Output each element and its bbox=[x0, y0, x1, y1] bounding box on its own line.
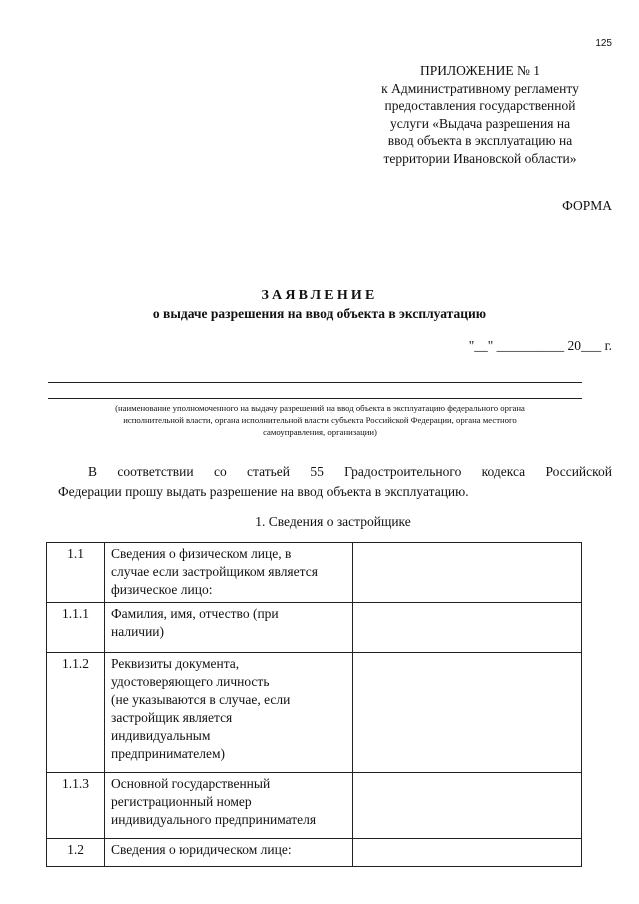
label-line: регистрационный номер bbox=[111, 794, 252, 809]
label-line: Сведения о физическом лице, в bbox=[111, 546, 292, 561]
authority-name-line-2[interactable] bbox=[48, 398, 582, 399]
label-line: Основной государственный bbox=[111, 776, 271, 791]
label-line: Реквизиты документа, bbox=[111, 656, 240, 671]
appendix-line: предоставления государственной bbox=[384, 98, 576, 113]
row-number: 1.1.1 bbox=[47, 603, 105, 653]
intro-word: кодекса bbox=[481, 464, 526, 479]
row-label bbox=[105, 653, 353, 773]
intro-word: В bbox=[88, 464, 98, 479]
caption-line: исполнительной власти, органа исполнительной власти субъекта Российской Федерации, органа местного bbox=[123, 415, 517, 425]
document-subtitle: о выдаче разрешения на ввод объекта в эксплуатацию bbox=[152, 306, 487, 321]
document-title: ЗАЯВЛЕНИЕ bbox=[261, 288, 378, 303]
developer-info-table bbox=[46, 542, 582, 867]
section-title: 1. Сведения о застройщике bbox=[255, 514, 411, 529]
label-line: удостоверяющего личность bbox=[111, 674, 270, 689]
intro-word: соответствии bbox=[117, 464, 194, 479]
caption-line: (наименование уполномоченного на выдачу разрешений на ввод объекта в эксплуатацию федерального органа bbox=[115, 403, 525, 413]
label-line: наличии) bbox=[111, 624, 165, 639]
intro-word: Градостроительного bbox=[344, 464, 462, 479]
appendix-line: к Административному регламенту bbox=[381, 80, 579, 96]
label-line: Сведения о юридическом лице: bbox=[111, 842, 292, 857]
row-number: 1.1 bbox=[47, 543, 105, 603]
row-value-cell[interactable] bbox=[353, 603, 582, 653]
table-row bbox=[47, 773, 582, 839]
table-row bbox=[47, 603, 582, 653]
caption-line: самоуправления, организации) bbox=[263, 427, 377, 437]
table-row bbox=[47, 839, 582, 867]
appendix-header bbox=[340, 62, 620, 167]
label-line: индивидуальным bbox=[111, 728, 211, 743]
row-value-cell[interactable] bbox=[353, 543, 582, 603]
row-label bbox=[105, 603, 353, 653]
page-number: 125 bbox=[595, 38, 612, 49]
authority-caption bbox=[40, 402, 600, 438]
label-line: предпринимателем) bbox=[111, 746, 226, 761]
row-number: 1.2 bbox=[47, 839, 105, 867]
table-row bbox=[47, 653, 582, 773]
intro-paragraph bbox=[58, 462, 612, 502]
form-label: ФОРМА bbox=[562, 198, 612, 213]
row-label bbox=[105, 839, 353, 867]
appendix-line: ПРИЛОЖЕНИЕ № 1 bbox=[419, 63, 541, 78]
intro-word: статьей bbox=[247, 464, 291, 479]
date-field[interactable]: "__" __________ 20___ г. bbox=[468, 338, 612, 353]
label-line: физическое лицо: bbox=[111, 582, 213, 597]
row-value-cell[interactable] bbox=[353, 839, 582, 867]
label-line: застройщик является bbox=[111, 710, 233, 725]
row-value-cell[interactable] bbox=[353, 773, 582, 839]
appendix-line: ввод объекта в эксплуатацию на bbox=[387, 133, 573, 148]
row-label bbox=[105, 543, 353, 603]
row-value-cell[interactable] bbox=[353, 653, 582, 773]
label-line: (не указываются в случае, если bbox=[111, 692, 291, 707]
intro-line-1 bbox=[58, 462, 612, 482]
intro-word: 55 bbox=[310, 464, 324, 479]
intro-word: со bbox=[213, 464, 227, 479]
row-number: 1.1.3 bbox=[47, 773, 105, 839]
row-label bbox=[105, 773, 353, 839]
row-number: 1.1.2 bbox=[47, 653, 105, 773]
authority-name-line[interactable] bbox=[48, 382, 582, 383]
appendix-line: территории Ивановской области» bbox=[383, 150, 577, 166]
label-line: Фамилия, имя, отчество (при bbox=[111, 606, 279, 621]
label-line: случае если застройщиком является bbox=[111, 564, 318, 579]
intro-line-2: Федерации прошу выдать разрешение на ввод объекта в эксплуатацию. bbox=[58, 484, 469, 499]
label-line: индивидуального предпринимателя bbox=[111, 812, 317, 827]
intro-word: Российской bbox=[545, 464, 612, 479]
appendix-line: услуги «Выдача разрешения на bbox=[389, 115, 571, 131]
table-row bbox=[47, 543, 582, 603]
